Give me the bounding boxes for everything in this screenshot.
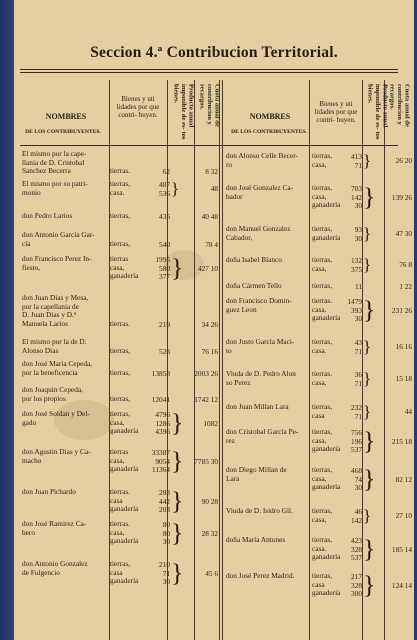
item-product: 30 [162, 537, 170, 547]
item-kind: casa, [312, 473, 327, 483]
entry-name: doña Isabel Blanco [226, 255, 282, 264]
item-kind: ganadería [312, 444, 341, 454]
entry-name: don José Soldan y Del- [22, 409, 90, 418]
item-quota: 34 26 [201, 319, 218, 329]
item-kind: tierras, [312, 571, 333, 580]
entry-name: don Manuel Gonzalez [226, 224, 291, 233]
item-product: 1995 [155, 255, 170, 264]
header-cuota-right: Cuota anual de contribucion y recargos. [388, 84, 411, 127]
entry-quota: 16 16 [395, 342, 412, 352]
document-page [14, 0, 414, 640]
entry-quota: 27 10 [395, 511, 412, 521]
entry-name: don Francisco Domin- [226, 296, 292, 305]
entry-name: don Agustin Dias y Ca- [22, 447, 91, 456]
item-product: 4796 [155, 410, 170, 419]
item-kind: tierras, [312, 427, 333, 436]
item-kind: tierras, [110, 345, 131, 355]
entry-name: don Francisco Perez In- [22, 254, 92, 263]
column-line [194, 80, 195, 640]
brace: } [363, 224, 372, 243]
item-kind: tierras. [110, 487, 131, 496]
item-kind: tierras. [110, 318, 131, 328]
item-kind: tierras, [312, 281, 333, 290]
item-kind: tierras, [312, 337, 333, 346]
item-product: 217 [351, 572, 362, 581]
entry-name: Lara [226, 473, 240, 483]
entry-name: por la beneficencia [22, 367, 78, 377]
item-quota: 78 4 [205, 239, 218, 249]
header-bienes: Bienes y uti lidades por que contri- buyen. [116, 95, 160, 119]
brace: } [171, 446, 184, 475]
entry-name: bero [22, 527, 35, 537]
entry-name: gado [22, 417, 37, 427]
entry-name: de Fulgencio [22, 567, 60, 577]
entry-name: cía [22, 238, 31, 248]
item-product: 33387 [151, 448, 170, 457]
item-kind: tierras, [110, 211, 131, 220]
brace: } [363, 151, 372, 170]
item-kind: tierras. [110, 519, 131, 528]
item-product: 1286 [155, 418, 170, 428]
item-product: 300 [351, 589, 362, 599]
header-producto-right: Producto anual imponible de es- tos bienes. [366, 84, 389, 140]
item-product: 196 [351, 436, 362, 446]
item-kind: tierras, [312, 183, 333, 192]
item-product: 203 [159, 505, 170, 515]
item-product: 580 [159, 263, 170, 273]
item-product: 219 [159, 319, 170, 329]
entry-quota: 7785 30 [194, 456, 218, 466]
item-kind: ganadería [110, 464, 139, 474]
item-kind: casa. [312, 304, 327, 314]
item-kind: tierras [110, 447, 129, 456]
item-product: 468 [351, 466, 362, 475]
item-product: 283 [159, 488, 170, 497]
entry-name: don José Perez Madrid. [226, 571, 295, 580]
item-kind: casa, [312, 435, 327, 445]
brace: } [363, 182, 376, 211]
entry-quota: 76 8 [399, 260, 412, 270]
item-product: 756 [351, 428, 362, 437]
item-product: 377 [159, 272, 170, 282]
entry-name: don Juan Millan Lara [226, 402, 289, 411]
entry-name: don Antonio Gonzalez [22, 559, 88, 568]
brace: } [363, 255, 372, 274]
item-kind: casa [312, 410, 325, 420]
item-product: 142 [351, 192, 362, 202]
item-kind: tierras. [312, 369, 333, 378]
item-kind: tierras, [312, 506, 333, 515]
entry-name: fiesto, [22, 262, 41, 272]
item-product: 328 [351, 580, 362, 590]
entry-quota: 45 6 [205, 568, 218, 578]
item-product: 1479 [347, 297, 362, 306]
header-contribuyentes: DE LOS CONTRIBUYENTES. [25, 129, 101, 135]
entry-name: doña María Antunes [226, 535, 286, 544]
item-kind: ganadería [312, 552, 341, 562]
item-kind: ganadería [312, 232, 341, 242]
brace: } [171, 558, 184, 587]
item-kind: tierras. [312, 296, 333, 305]
rule-header [20, 145, 398, 146]
brace: } [171, 179, 180, 198]
entry-name: D. Juan Dias y D.ª [22, 310, 76, 320]
item-product: 74 [354, 474, 362, 484]
header-bienes-right: Bienes y uti lidades por que contri- buyen. [314, 100, 358, 124]
rule-top [20, 69, 398, 70]
item-kind: ganadería [312, 200, 341, 210]
brace: } [171, 518, 184, 547]
entry-name: guez Leon [226, 304, 257, 314]
item-product: 11364 [152, 465, 170, 475]
item-kind: casa, [312, 377, 327, 387]
entry-name: Cabador, [226, 232, 253, 242]
item-kind: ganadería [312, 588, 341, 598]
item-quota: 2003 26 [194, 368, 218, 378]
item-kind: tierras, [110, 559, 131, 568]
item-product: 435 [159, 212, 170, 221]
item-product: 9054 [155, 456, 170, 466]
item-product: 375 [351, 264, 362, 274]
header-nombres: NOMBRES [45, 112, 87, 121]
item-kind: ganadería [110, 536, 139, 546]
entry-name: ro [226, 159, 233, 169]
item-product: 36 [354, 370, 362, 379]
entry-quota: 48 [210, 184, 218, 194]
item-kind: ganadería [110, 576, 139, 586]
entry-name: por la capellania de [22, 301, 79, 311]
item-product: 537 [351, 445, 362, 455]
entry-name: El mismo por la cape- [22, 149, 87, 158]
item-kind: casa. [312, 345, 327, 355]
item-product: 71 [354, 378, 362, 388]
item-kind: casa, [312, 159, 327, 169]
item-kind: ganadería [312, 313, 341, 323]
brace: } [363, 534, 376, 563]
item-product: 12041 [151, 394, 170, 404]
entry-quota: 231 26 [391, 305, 412, 315]
book-edge [0, 0, 14, 640]
entry-quota: 15 18 [395, 374, 412, 384]
entry-name: bador [226, 191, 243, 201]
entry-quota: 215 18 [391, 436, 412, 446]
item-product: 703 [351, 184, 362, 193]
item-kind: tierras, [312, 402, 333, 411]
brace: } [171, 253, 184, 282]
entry-name: don Juan Dias y Mesa, [22, 293, 89, 302]
entry-name: rez [226, 435, 235, 445]
item-kind: tierras, [312, 255, 333, 264]
item-product: 93 [354, 225, 362, 234]
brace: } [171, 408, 184, 437]
item-kind: ganadería [110, 426, 139, 436]
item-kind: casa. [110, 187, 125, 197]
entry-name: monio [22, 187, 41, 197]
item-product: 71 [354, 411, 362, 421]
item-kind: tierras [110, 254, 129, 263]
item-product: 393 [351, 305, 362, 315]
item-product: 62 [162, 167, 170, 177]
header-cuota: Cuota anual de contribucion y recargos. [198, 84, 221, 127]
entry-name: Viuda de D. Pedro Alon [226, 369, 296, 378]
page-title: Seccion 4.ª Contribucion Territorial. [90, 44, 338, 61]
rule-top [20, 72, 398, 73]
column-line [222, 80, 223, 640]
item-product: 536 [159, 188, 170, 198]
item-product: 442 [159, 496, 170, 506]
entry-quota: 427 10 [197, 263, 218, 273]
item-kind: tierras, [110, 179, 131, 188]
item-product: 423 [351, 536, 362, 545]
entry-quota: 124 14 [391, 580, 412, 590]
entry-name: don Cristobal García Pe- [226, 427, 299, 436]
entry-quota: 1082 [203, 418, 218, 428]
item-product: 30 [354, 483, 362, 493]
item-kind: tierras, [312, 465, 333, 474]
entry-name: don Joaquin Cepeda, [22, 385, 83, 394]
entry-quota: 47 30 [395, 229, 412, 239]
item-kind: casa, [110, 417, 125, 427]
item-kind: tierras, [312, 535, 333, 544]
entry-name: don José Gonzalez Ca- [226, 183, 294, 192]
item-product: 142 [351, 515, 362, 525]
item-kind: casa, [110, 455, 125, 465]
item-product: 30 [354, 201, 362, 211]
entry-name: por los propios [22, 393, 66, 403]
entry-name: don Antonio García Gar- [22, 230, 95, 239]
item-product: 413 [351, 152, 362, 161]
entry-name: Manuela Larios [22, 318, 68, 328]
column-line [167, 80, 168, 640]
item-kind: tierras, [110, 393, 131, 403]
item-quota: 76 16 [201, 346, 218, 356]
item-product: 71 [354, 160, 362, 170]
item-product: 30 [162, 577, 170, 587]
item-product: 4396 [155, 427, 170, 437]
entry-name: doña Cármen Tello [226, 281, 282, 290]
item-product: 540 [159, 239, 170, 249]
entry-name: Sanchez Becerra [22, 166, 71, 176]
entry-name: llania de D. Cristobal [22, 157, 85, 167]
brace: } [363, 402, 372, 421]
item-quota: 8 32 [205, 167, 218, 177]
entry-quota: 82 12 [395, 474, 412, 484]
entry-quota: 139 26 [391, 192, 412, 202]
item-quota: 1742 12 [194, 394, 218, 404]
item-product: 210 [159, 560, 170, 569]
item-kind: casa [312, 579, 325, 589]
item-kind: casa, [110, 262, 125, 272]
entry-quota: 28 32 [201, 528, 218, 538]
item-product: 30 [354, 233, 362, 243]
entry-name: so Perez [226, 377, 251, 387]
entry-name: to [226, 345, 232, 355]
item-product: 528 [159, 346, 170, 356]
item-product: 232 [351, 403, 362, 412]
item-kind: casa [110, 495, 123, 505]
item-quota: 1 22 [399, 282, 412, 291]
item-product: 43 [354, 338, 362, 347]
entry-name: don José María Cepeda, [22, 359, 93, 368]
item-product: 13858 [151, 368, 170, 378]
brace: } [363, 506, 372, 525]
item-kind: casa, [312, 191, 327, 201]
item-kind: tierras. [110, 166, 131, 176]
item-product: 80 [162, 520, 170, 529]
header-contribuyentes-right: DE LOS CONTRIBUYENTES. [231, 129, 307, 135]
item-product: 30 [354, 314, 362, 324]
item-kind: casa. [312, 543, 327, 553]
brace: } [363, 295, 376, 324]
header-nombres-right: NOMBRES [249, 112, 291, 121]
entry-name: El mismo por la de D. [22, 337, 87, 346]
item-product: 537 [351, 553, 362, 563]
entry-name: don Alonso Celle Becer- [226, 151, 298, 160]
item-kind: casa [110, 567, 123, 577]
item-kind: ganadería [110, 504, 139, 514]
item-kind: ganadería [110, 271, 139, 281]
entry-name: El mismo por su patri- [22, 179, 88, 188]
header-producto: Producto anual imponible de es- tos bienes. [172, 84, 195, 140]
item-kind: casa, [110, 527, 125, 537]
item-product: 328 [351, 544, 362, 554]
brace: } [363, 369, 372, 388]
item-kind: tierras, [110, 238, 131, 248]
item-kind: tierras, [312, 151, 333, 160]
entry-name: don Pedro Larios [22, 211, 73, 220]
item-product: 71 [162, 568, 170, 578]
brace: } [363, 426, 376, 455]
brace: } [363, 570, 376, 599]
entry-name: don José Ramirez Ca- [22, 519, 87, 528]
item-product: 71 [354, 346, 362, 356]
entry-name: don Diego Millan de [226, 465, 287, 474]
item-kind: casa, [312, 263, 327, 273]
item-kind: tierras, [312, 224, 333, 233]
brace: } [363, 464, 376, 493]
item-product: 11 [354, 282, 362, 291]
entry-name: Viuda de D. Isidro Gil. [226, 506, 293, 515]
entry-quota: 44 [404, 407, 412, 417]
item-product: 46 [354, 507, 362, 516]
entry-name: macho [22, 455, 42, 465]
entry-quota: 90 28 [201, 496, 218, 506]
entry-name: don Juan Pichardo [22, 487, 76, 496]
item-kind: ganadería [312, 482, 341, 492]
item-kind: casa, [312, 514, 327, 524]
item-product: 80 [162, 528, 170, 538]
item-kind: tierras, [110, 367, 131, 377]
entry-quota: 26 20 [395, 156, 412, 166]
entry-quota: 185 14 [391, 544, 412, 554]
entry-name: don Justo García Maci- [226, 337, 295, 346]
item-product: 487 [159, 180, 170, 189]
brace: } [363, 337, 372, 356]
column-line [219, 80, 220, 640]
item-quota: 40 48 [201, 212, 218, 221]
brace: } [171, 486, 184, 515]
entry-name: Alonso Dias [22, 345, 59, 355]
item-kind: tierras, [110, 409, 131, 418]
item-product: 132 [351, 256, 362, 265]
